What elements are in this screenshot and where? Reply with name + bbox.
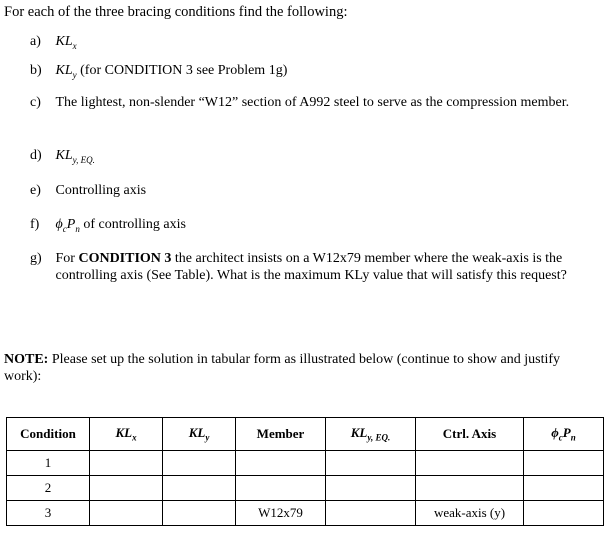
note-text: Please set up the solution in tabular form as illustrated below (continue to show and justify work): [4, 352, 561, 384]
item-label: a) [30, 34, 41, 49]
table-cell: 2 [7, 476, 90, 501]
table-cell [524, 451, 604, 476]
item-text: $KL_x$ [55, 34, 77, 51]
table-cell [524, 501, 604, 526]
item-label: f) [30, 217, 40, 232]
table-row [7, 451, 604, 476]
item-label: d) [30, 148, 42, 163]
item-text-before: For [55, 251, 79, 266]
header-member: Member [236, 418, 326, 451]
table-cell [416, 476, 524, 501]
table-cell [236, 451, 326, 476]
header-kly-eq: $KL_{y, EQ.}$ [326, 418, 416, 451]
table-cell [163, 476, 236, 501]
item-e [30, 182, 146, 199]
table-cell [90, 476, 163, 501]
item-c [30, 94, 581, 111]
header-ctrl-axis: Ctrl. Axis [416, 418, 524, 451]
table-cell [326, 476, 416, 501]
table-cell [163, 451, 236, 476]
table-cell [236, 476, 326, 501]
item-a [30, 33, 77, 55]
item-g [30, 250, 581, 284]
item-text: The lightest, non-slender “W12” section of A992 steel to serve as the compression member. [55, 95, 570, 110]
table-cell [90, 501, 163, 526]
table-cell: 1 [7, 451, 90, 476]
table-cell [326, 451, 416, 476]
table-cell [326, 501, 416, 526]
header-kly: $KL_y$ [163, 418, 236, 451]
item-b [30, 62, 287, 84]
table-header-row [7, 418, 604, 451]
table-cell: weak-axis (y) [416, 501, 524, 526]
item-text: $KL_y$ (for CONDITION 3 see Problem 1g) [55, 63, 288, 80]
table-cell: W12x79 [236, 501, 326, 526]
note-label: NOTE: [4, 352, 49, 367]
item-text: Controlling axis [55, 183, 147, 198]
header-klx: $KL_x$ [90, 418, 163, 451]
item-d [30, 147, 95, 169]
header-condition: Condition [7, 418, 90, 451]
table-cell [163, 501, 236, 526]
item-label: c) [30, 95, 41, 110]
item-f [30, 216, 186, 238]
item-text: $KL_{y, EQ.}$ [55, 148, 95, 165]
table-cell [416, 451, 524, 476]
table-cell [524, 476, 604, 501]
table-row [7, 476, 604, 501]
item-label: g) [30, 251, 42, 266]
intro-text: For each of the three bracing conditions find the following: [4, 4, 348, 20]
item-label: b) [30, 63, 42, 78]
note [4, 351, 569, 385]
item-label: e) [30, 183, 41, 198]
item-text [56, 250, 581, 284]
header-phi-pn: $\phi_cP_n$ [524, 418, 604, 451]
table-cell [90, 451, 163, 476]
table-row [7, 501, 604, 526]
table-cell: 3 [7, 501, 90, 526]
solution-table [6, 417, 604, 526]
item-text-after: the architect insists on a W12x79 member where the weak-axis is the controlling axis (See Table). What is the maximum KLy value that will satisfy this request? [55, 251, 567, 283]
item-text-bold: CONDITION 3 [78, 251, 172, 266]
item-text: $\phi_cP_n$ of controlling axis [55, 217, 186, 234]
